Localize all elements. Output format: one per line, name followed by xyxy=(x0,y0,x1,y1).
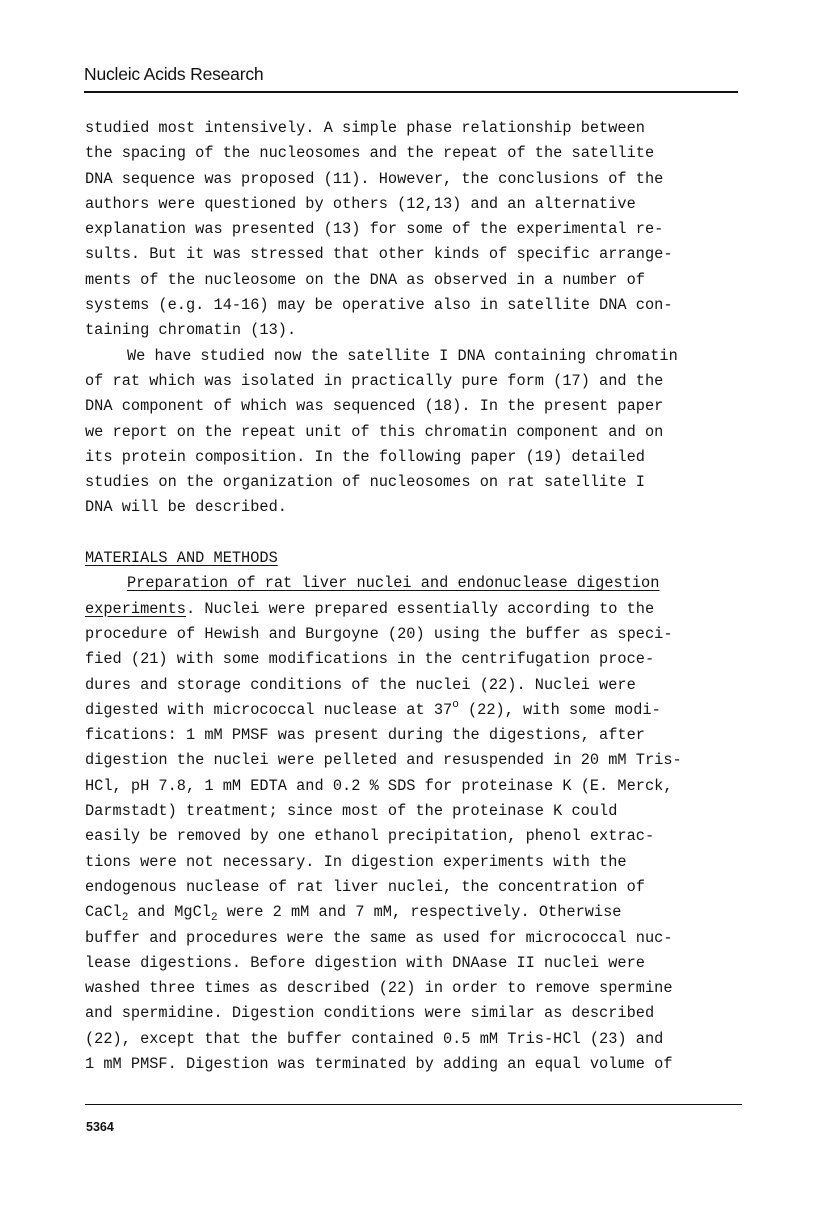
degree-superscript: o xyxy=(452,698,459,711)
text-line: dures and storage conditions of the nuclei (22). Nuclei were xyxy=(85,675,636,694)
text-fragment: . Nuclei were prepared essentially according to the xyxy=(185,599,655,618)
text-line: endogenous nuclease of rat liver nuclei, the concentration of xyxy=(85,877,645,896)
text-line: its protein composition. In the following paper (19) detailed xyxy=(85,447,645,466)
subsection-heading xyxy=(85,571,745,596)
text-line: authors were questioned by others (12,13) and an alternative xyxy=(85,194,636,213)
journal-title: Nucleic Acids Research xyxy=(84,64,264,84)
header-rule xyxy=(84,91,738,93)
text-fragment: and MgCl xyxy=(128,903,211,922)
text-line: (22), except that the buffer contained 0.5 mM Tris-HCl (23) and xyxy=(85,1029,664,1048)
text-line: We have studied now the satellite I DNA containing chromatin xyxy=(127,346,678,365)
text-line: easily be removed by one ethanol precipitation, phenol extrac- xyxy=(85,827,655,846)
section-heading xyxy=(85,546,745,571)
text-line: tions were not necessary. In digestion experiments with the xyxy=(85,852,627,871)
footer-rule xyxy=(85,1104,742,1105)
text-line: washed three times as described (22) in order to remove spermine xyxy=(85,979,673,998)
section-heading-text: MATERIALS AND METHODS xyxy=(85,549,278,568)
text-line: explanation was presented (13) for some of the experimental re- xyxy=(85,220,664,239)
article-body xyxy=(85,116,745,1077)
blank-line xyxy=(85,521,745,546)
text-line: we report on the repeat unit of this chromatin component and on xyxy=(85,422,664,441)
text-line xyxy=(85,900,745,925)
text-fragment: digested with micrococcal nuclease at 37 xyxy=(85,700,453,719)
page-number: 5364 xyxy=(86,1120,114,1134)
subscript: 2 xyxy=(121,912,129,925)
subscript: 2 xyxy=(210,912,218,925)
text-line: systems (e.g. 14-16) may be operative also in satellite DNA con- xyxy=(85,296,673,315)
text-line: sults. But it was stressed that other kinds of specific arrange- xyxy=(85,245,673,264)
text-line: fied (21) with some modifications in the centrifugation proce- xyxy=(85,650,655,669)
text-line: digestion the nuclei were pelleted and resuspended in 20 mM Tris- xyxy=(85,751,682,770)
text-line: Darmstadt) treatment; since most of the proteinase K could xyxy=(85,802,618,821)
text-fragment: CaCl xyxy=(85,903,122,922)
text-line xyxy=(85,597,745,622)
text-line: DNA component of which was sequenced (18). In the present paper xyxy=(85,397,664,416)
text-line: HCl, pH 7.8, 1 mM EDTA and 0.2 % SDS for proteinase K (E. Merck, xyxy=(85,776,673,795)
text-line: studied most intensively. A simple phase relationship between xyxy=(85,119,645,137)
text-line: the spacing of the nucleosomes and the repeat of the satellite xyxy=(85,144,655,163)
text-line: 1 mM PMSF. Digestion was terminated by adding an equal volume of xyxy=(85,1054,673,1073)
text-line: procedure of Hewish and Burgoyne (20) using the buffer as speci- xyxy=(85,624,673,643)
text-line: of rat which was isolated in practically pure form (17) and the xyxy=(85,371,664,390)
text-line xyxy=(85,698,745,723)
text-line: DNA will be described. xyxy=(85,498,287,517)
subsection-heading-text-cont: experiments xyxy=(85,599,186,618)
text-line: DNA sequence was proposed (11). However, the conclusions of the xyxy=(85,169,664,188)
text-fragment: (22), with some modi- xyxy=(458,700,661,719)
text-line: fications: 1 mM PMSF was present during the digestions, after xyxy=(85,726,645,745)
text-fragment: were 2 mM and 7 mM, respectively. Otherwise xyxy=(217,903,622,922)
text-line: buffer and procedures were the same as used for micrococcal nuc- xyxy=(85,928,673,947)
text-line: studies on the organization of nucleosomes on rat satellite I xyxy=(85,473,645,492)
subsection-heading-text: Preparation of rat liver nuclei and endonuclease digestion xyxy=(127,574,660,593)
text-line: ments of the nucleosome on the DNA as observed in a number of xyxy=(85,270,645,289)
text-line: and spermidine. Digestion conditions were similar as described xyxy=(85,1004,655,1023)
text-line: lease digestions. Before digestion with DNAase II nuclei were xyxy=(85,953,645,972)
text-line: taining chromatin (13). xyxy=(85,321,297,340)
